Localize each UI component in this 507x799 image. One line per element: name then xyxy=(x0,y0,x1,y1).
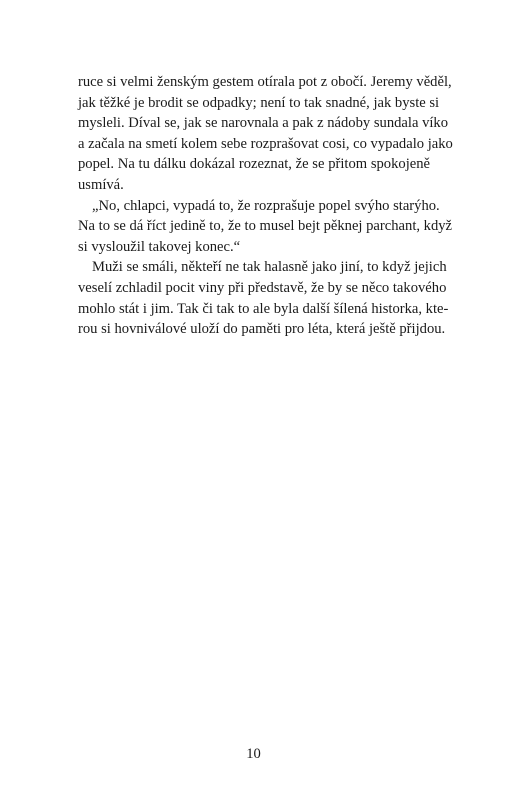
text-line: a začala na smetí kolem sebe rozprašovat cosi, co vypadalo jako xyxy=(78,135,453,152)
text-line: mohlo stát i jim. Tak či tak to ale byla další šílená historka, kte- xyxy=(78,300,449,317)
text-line: rou si hovniválové uloží do paměti pro léta, která ještě přijdou. xyxy=(78,321,446,338)
paragraph-3 xyxy=(78,257,449,339)
text-line: veselí zchladil pocit viny při představě, že by se něco takového xyxy=(78,279,447,296)
text-line: si vysloužil takovej konec.“ xyxy=(78,238,241,255)
paragraph-1 xyxy=(78,72,453,196)
paragraph-2 xyxy=(78,196,453,258)
text-line: jak těžké je brodit se odpadky; není to tak snadné, jak byste si xyxy=(78,94,440,111)
text-line: mysleli. Díval se, jak se narovnala a pak z nádoby sundala víko xyxy=(78,115,449,132)
page-number: 10 xyxy=(246,746,261,762)
text-line: Na to se dá říct jedině to, že to musel bejt pěknej parchant, když xyxy=(78,218,453,235)
text-line: Muži se smáli, někteří ne tak halasně jako jiní, to když jejich xyxy=(92,259,447,276)
text-line: popel. Na tu dálku dokázal rozeznat, že se přitom spokojeně xyxy=(78,156,430,173)
text-line: ruce si velmi ženským gestem otírala pot z obočí. Jeremy věděl, xyxy=(78,74,452,90)
body-text xyxy=(78,72,453,340)
text-line: usmívá. xyxy=(78,176,124,193)
text-line: „No, chlapci, vypadá to, že rozprašuje popel svýho starýho. xyxy=(92,197,440,214)
